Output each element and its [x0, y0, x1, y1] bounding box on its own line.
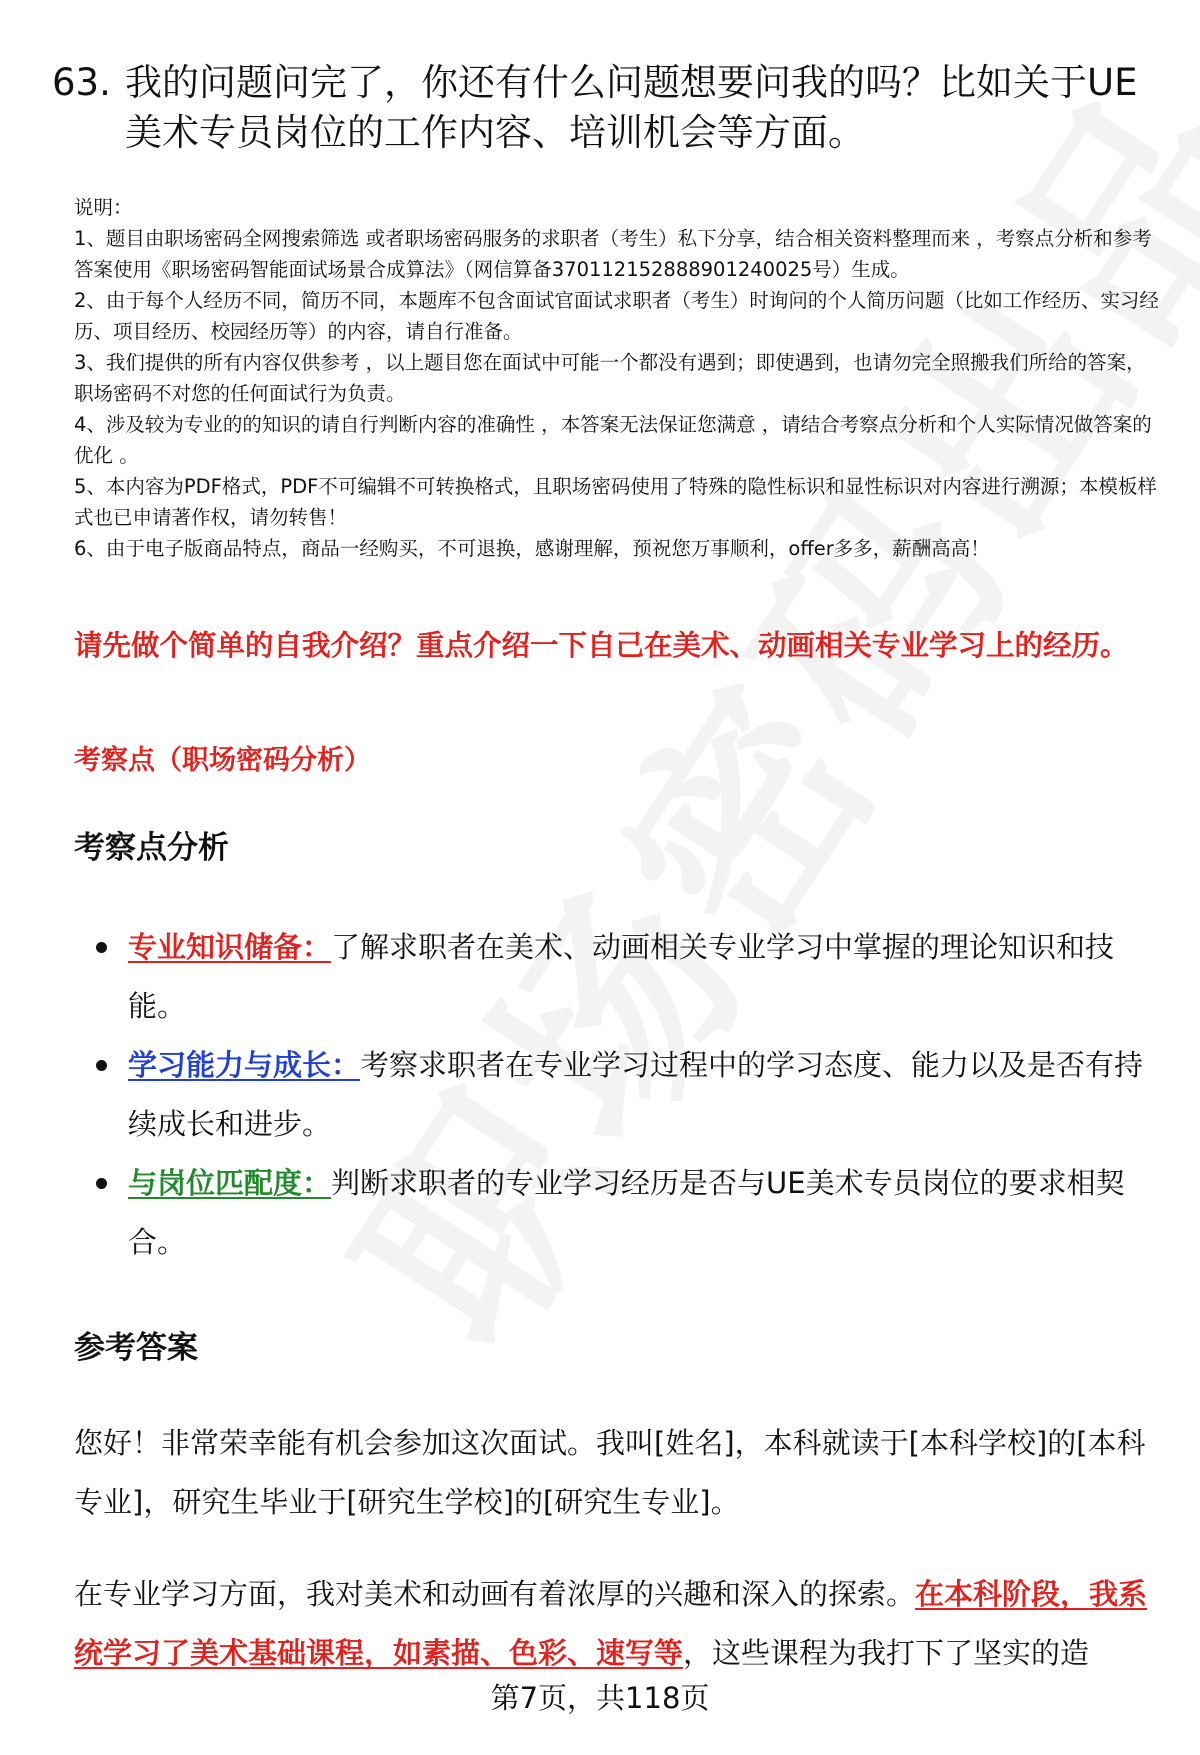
interview-question: 请先做个简单的自我介绍？重点介绍一下自己在美术、动画相关专业学习上的经历。: [74, 629, 1129, 662]
point-label: 考察点（职场密码分析）: [74, 745, 371, 776]
note-item: 4、涉及较为专业的的知识的请自行判断内容的准确性 ，本答案无法保证您满意 ，请结合考察点分析和个人实际情况做答案的优化 。: [74, 413, 1152, 467]
analysis-item-text: 了解求职者在美术、动画相关专业学习中掌握的理论知识和技能。: [128, 930, 1115, 1023]
analysis-heading: 考察点分析: [74, 830, 229, 866]
answer-text: ，这些课程为我打下了坚实的造: [683, 1636, 1090, 1670]
analysis-item: [96, 1154, 1162, 1272]
question-number: 63.: [52, 61, 111, 104]
answer-highlight: 在本科阶段，我系统学习了美术基础课程，如素描、色彩、速写等: [74, 1577, 1148, 1670]
notes-section: [74, 192, 1160, 564]
analysis-item-label: 学习能力与成长：: [128, 1048, 361, 1082]
question-title: [52, 58, 1162, 158]
bullet-icon: [96, 1178, 107, 1189]
analysis-item-text: 判断求职者的专业学习经历是否与UE美术专员岗位的要求相契合。: [128, 1166, 1125, 1259]
analysis-item-text: 考察求职者在专业学习过程中的学习态度、能力以及是否有持续成长和进步。: [128, 1048, 1144, 1141]
note-item: 5、本内容为PDF格式，PDF不可编辑不可转换格式，且职场密码使用了特殊的隐性标识和显性标识对内容进行溯源；本模板样式也已申请著作权，请勿转售！: [74, 475, 1157, 529]
analysis-item-label: 专业知识储备：: [128, 930, 332, 964]
analysis-item-label: 与岗位匹配度：: [128, 1166, 332, 1200]
answer-heading: 参考答案: [74, 1330, 198, 1366]
question-text: 我的问题问完了，你还有什么问题想要问我的吗？比如关于UE美术专员岗位的工作内容、培训机会等方面。: [125, 61, 1138, 154]
analysis-list: [96, 918, 1162, 1272]
analysis-item: [96, 1036, 1162, 1154]
note-item: 2、由于每个人经历不同，简历不同，本题库不包含面试官面试求职者（考生）时询问的个人简历问题（比如工作经历、实习经历、项目经历、校园经历等）的内容，请自行准备。: [74, 289, 1159, 343]
note-item: 3、我们提供的所有内容仅供参考 ，以上题目您在面试中可能一个都没有遇到；即使遇到，也请勿完全照搬我们所给的答案，职场密码不对您的任何面试行为负责。: [74, 351, 1146, 405]
answer-text: 在专业学习方面，我对美术和动画有着浓厚的兴趣和深入的探索。: [74, 1577, 916, 1611]
answer-paragraph-2: [74, 1565, 1162, 1683]
bullet-icon: [96, 1060, 107, 1071]
notes-title: 说明：: [74, 196, 133, 219]
note-item: 6、由于电子版商品特点，商品一经购买，不可退换，感谢理解，预祝您万事顺利，offer多多，薪酬高高！: [74, 537, 990, 560]
bullet-icon: [96, 942, 107, 953]
analysis-item: [96, 918, 1162, 1036]
answer-paragraph-1: 您好！非常荣幸能有机会参加这次面试。我叫[姓名]，本科就读于[本科学校]的[本科专业]，研究生毕业于[研究生学校]的[研究生专业]。: [74, 1426, 1146, 1519]
page-footer: 第7页，共118页: [490, 1681, 710, 1715]
note-item: 1、题目由职场密码全网搜索筛选 或者职场密码服务的求职者（考生）私下分享，结合相关资料整理而来 ，考察点分析和参考答案使用《职场密码智能面试场景合成算法》（网信算备370112152888901240025号）生成。: [74, 227, 1152, 281]
